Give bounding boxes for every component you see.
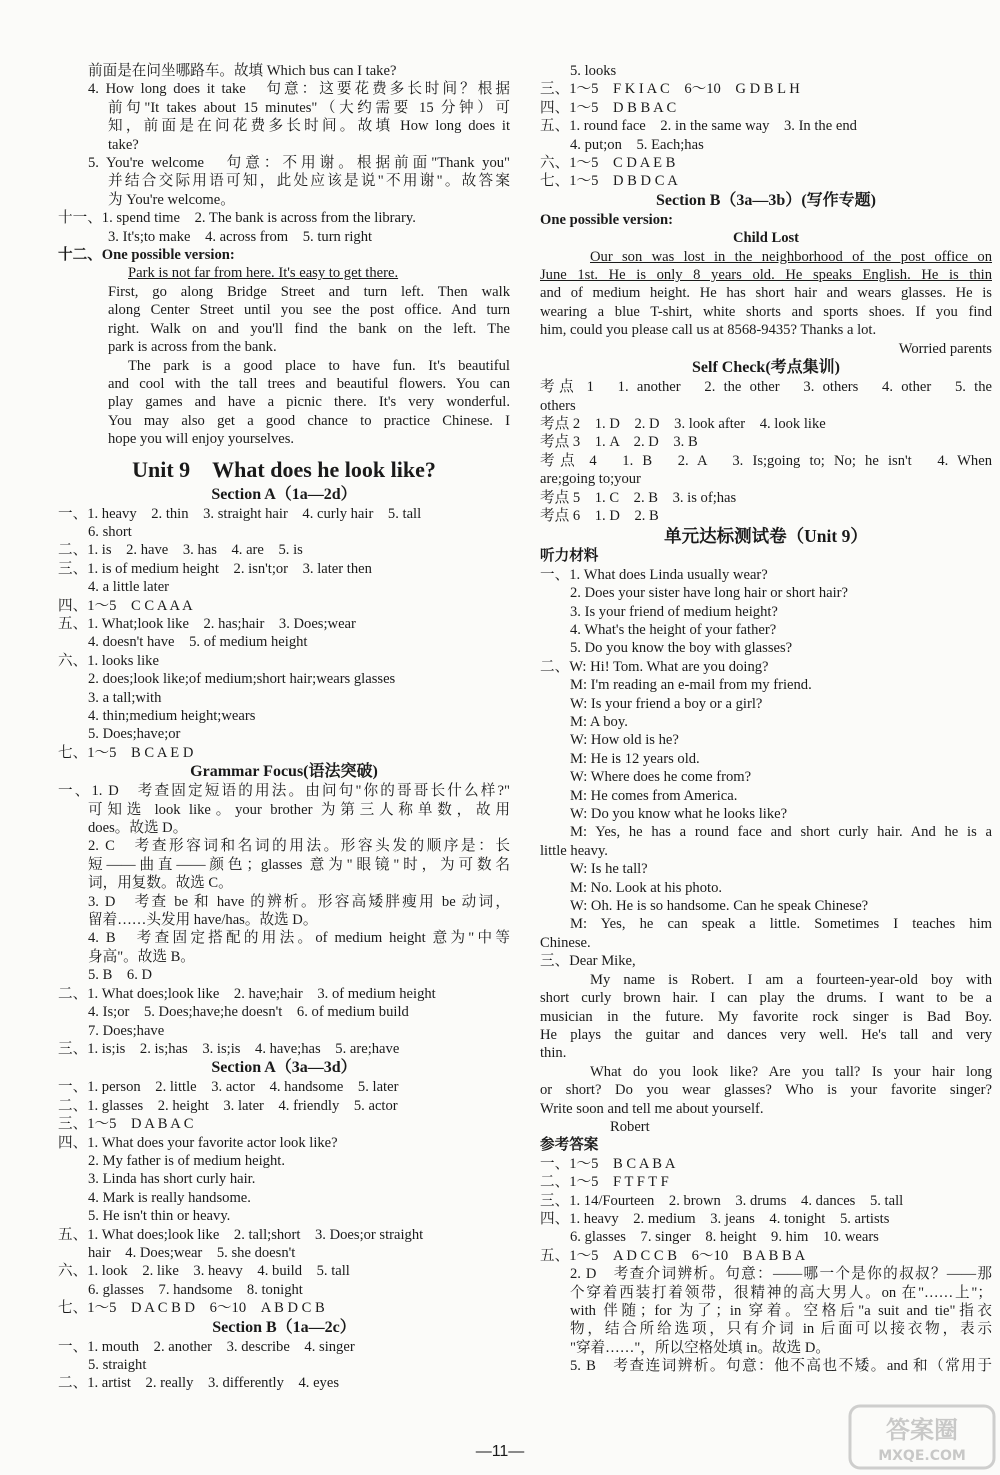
left-text-line: 七、1～5 D A C B D 6～10 A B D C B xyxy=(58,1300,325,1317)
right-text-line: 参考答案 xyxy=(540,1137,599,1154)
left-text-line: 3. a tall;with xyxy=(88,689,162,706)
left-text-line: 五、1. What;look like 2. has;hair 3. Does;wear xyxy=(58,615,356,632)
left-text-line: 3. Linda has short curly hair. xyxy=(88,1171,256,1188)
right-column xyxy=(540,62,992,1376)
left-text-line: hair 4. Does;wear 5. she doesn't xyxy=(88,1244,296,1261)
left-text-line: Section A（3a—3d） xyxy=(211,1059,357,1077)
right-text-line: or short? Do you wear glasses? Who is your favorite singer? xyxy=(540,1082,992,1099)
right-text-line: 2. Does your sister have long hair or short hair? xyxy=(570,585,849,602)
right-text-line: 5. looks xyxy=(570,63,617,79)
right-text-line: 单元达标测试卷（Unit 9） xyxy=(664,526,868,547)
right-text-line: M: No. Look at his photo. xyxy=(570,879,723,896)
right-text-line: Write soon and tell me about yourself. xyxy=(540,1100,764,1117)
left-text-line: 5. B 6. D xyxy=(88,967,153,984)
left-text-line: 5. He isn't thin or heavy. xyxy=(88,1208,231,1225)
left-text-line: 四、1～5 C C A A A xyxy=(58,597,193,614)
page-number: —11— xyxy=(475,1443,525,1460)
right-text-line: M: I'm reading an e-mail from my friend. xyxy=(570,677,812,694)
left-text-line: 三、1. is of medium height 2. isn't;or 3. later then xyxy=(58,560,372,577)
right-text-line: Robert xyxy=(610,1118,650,1135)
left-text-line: 4. Mark is really handsome. xyxy=(88,1189,251,1206)
left-text-line: 4. thin;medium height;wears xyxy=(88,708,256,724)
left-text-line: play games and have a picnic there. It's very wonderful. xyxy=(108,394,510,411)
right-text-line: 个穿着西装打着领带，很精神的高大男人。on 在"……上"； xyxy=(570,1284,992,1301)
right-text-line: My name is Robert. I am a fourteen-year-old boy with xyxy=(590,971,992,988)
left-text-line: 七、1～5 B C A E D xyxy=(58,744,194,761)
right-text-line: 三、1. 14/Fourteen 2. brown 3. drums 4. dances 5. tall xyxy=(540,1192,904,1209)
right-text-line: W: Do you know what he looks like? xyxy=(570,806,788,823)
right-text-line: 五、1～5 A D C C B 6～10 B A B B A xyxy=(540,1247,806,1264)
left-text-line: 三、1～5 D A B A C xyxy=(58,1116,194,1133)
right-text-line: 五、1. round face 2. in the same way 3. In the end xyxy=(540,118,857,135)
left-text-line: 2. My father is of medium height. xyxy=(88,1152,285,1169)
left-text-line: 6. short xyxy=(88,523,132,540)
left-text-line: 知，前面是在问花费多长时间。故填 How long does it xyxy=(108,118,510,135)
right-text-line: others xyxy=(540,397,576,414)
right-text-line: 听力材料 xyxy=(540,548,599,565)
left-text-line: 5. You're welcome 句意：不用谢。根据前面"Thank you" xyxy=(88,155,510,172)
right-text-line: 4. put;on 5. Each;has xyxy=(570,136,704,153)
left-text-line: 一、1. heavy 2. thin 3. straight hair 4. curly hair 5. tall xyxy=(58,505,422,522)
right-text-line: 4. What's the height of your father? xyxy=(570,621,777,638)
right-text-line: 七、1～5 D B D C A xyxy=(540,173,678,190)
left-text-line: 4. How long does it take 句意：这要花费多长时间？根据 xyxy=(88,81,510,98)
right-text-line: W: How old is he? xyxy=(570,732,679,749)
left-text-line: 3. It's;to make 4. across from 5. turn right xyxy=(108,228,373,245)
left-text-line: 一、1. mouth 2. another 3. describe 4. singer xyxy=(58,1338,355,1355)
left-text-line: 短——曲直——颜色；glasses 意为"眼镜"时，为可数名 xyxy=(88,856,510,873)
right-text-line: W: Is your friend a boy or a girl? xyxy=(570,695,763,712)
left-text-line: 十一、1. spend time 2. The bank is across from the library. xyxy=(58,210,416,227)
left-text-line: 2. does;look like;of medium;short hair;wears glasses xyxy=(88,671,396,688)
right-text-line: 考点 5 1. C 2. B 3. is of;has xyxy=(540,489,737,506)
left-column xyxy=(58,62,510,1393)
right-text-line: 3. Is your friend of medium height? xyxy=(570,603,778,620)
left-text-line: 二、1. glasses 2. height 3. later 4. friendly 5. actor xyxy=(58,1097,398,1114)
left-text-line: 3. D 考查 be 和 have 的辨析。形容高矮胖瘦用 be 动词， xyxy=(88,893,510,910)
left-text-line: 六、1. looks like xyxy=(58,652,159,669)
right-text-line: 四、1～5 D B B A C xyxy=(540,99,677,116)
left-text-line: park is across from the bank. xyxy=(108,339,277,356)
left-text-line: and cool with the tall trees and beautiful flowers. You can xyxy=(108,375,510,392)
right-text-line: and of medium height. He has short hair and wears glasses. He is xyxy=(540,285,992,302)
left-text-line: Park is not far from here. It's easy to get there. xyxy=(128,265,399,282)
left-text-line: 4. a little later xyxy=(88,579,170,596)
left-text-line: 一、1. D 考查固定短语的用法。由问句"你的哥哥长什么样?" xyxy=(58,783,510,800)
right-text-line: with 伴随；for 为了；in 穿着。空格后"a suit and tie"指衣 xyxy=(570,1303,992,1319)
left-text-line: 2. C 考查形容词和名词的用法。形容头发的顺序是：长 xyxy=(88,838,510,855)
right-text-line: little heavy. xyxy=(540,842,608,859)
right-text-line: 5. Do you know the boy with glasses? xyxy=(570,640,793,657)
left-text-line: 5. Does;have;or xyxy=(88,726,181,743)
left-text-line: 五、1. What does;look like 2. tall;short 3. Does;or straight xyxy=(58,1226,424,1243)
left-text-line: does。故选 D。 xyxy=(88,820,188,837)
right-text-line: M: A boy. xyxy=(570,714,628,730)
left-text-line: 四、1. What does your favorite actor look like? xyxy=(58,1134,338,1151)
right-text-line: 六、1～5 C D A E B xyxy=(540,155,676,172)
right-text-line: Section B（3a—3b）(写作专题) xyxy=(655,191,876,209)
right-text-line: 考点 3 1. A 2. D 3. B xyxy=(540,434,698,451)
left-text-line: 留着……头发用 have/has。故选 D。 xyxy=(88,912,318,929)
right-text-line: 考点 4 1. B 2. A 3. Is;going to; No; he isn't 4. When xyxy=(540,452,992,469)
right-text-line: W: Where does he come from? xyxy=(570,769,752,786)
left-text-line: Unit 9 What does he look like? xyxy=(132,456,436,482)
left-text-line: along Center Street until you see the post office. And turn xyxy=(108,302,510,319)
right-text-line: Child Lost xyxy=(732,230,800,247)
right-text-line: 物，结合所给选项，只有介词 in 后面可以接衣物，表示 xyxy=(570,1321,992,1338)
watermark-line1: 答案圈 xyxy=(886,1416,958,1444)
right-text-line: M: He comes from America. xyxy=(570,787,738,804)
right-text-line: M: He is 12 years old. xyxy=(570,750,700,767)
right-text-line: 2. D 考查介词辨析。句意：——哪一个是你的叔叔？——那 xyxy=(570,1266,992,1283)
left-text-line: 前句"It takes about 15 minutes"（大约需要 15 分钟）可 xyxy=(108,99,510,116)
right-text-line: short curly brown hair. I can play the drums. I want to be a xyxy=(540,990,992,1007)
left-text-line: 二、1. is 2. have 3. has 4. are 5. is xyxy=(58,542,303,559)
right-text-line: "穿着……"，所以空格处填 in。故选 D。 xyxy=(570,1339,831,1356)
right-text-line: M: Yes, he can speak a little. Sometimes I teaches him xyxy=(570,916,992,933)
right-text-line: wearing a blue T-shirt, white shorts and sports shoes. If you find xyxy=(540,303,992,320)
left-text-line: 4. Is;or 5. Does;have;he doesn't 6. of medium build xyxy=(88,1004,409,1021)
left-text-line: 二、1. artist 2. really 3. differently 4. eyes xyxy=(58,1375,340,1392)
right-text-line: are;going to;your xyxy=(540,471,641,488)
left-text-line: 三、1. is;is 2. is;has 3. is;is 4. have;has 5. are;have xyxy=(58,1040,400,1057)
right-text-line: Self Check(考点集训) xyxy=(692,359,840,377)
right-text-line: W: Oh. He is so handsome. Can he speak Chinese? xyxy=(570,898,869,915)
right-text-line: One possible version: xyxy=(540,211,673,228)
right-text-line: 考点 2 1. D 2. D 3. look after 4. look like xyxy=(540,415,826,432)
left-text-line: 7. Does;have xyxy=(88,1022,165,1039)
right-text-line: Our son was lost in the neighborhood of the post office on xyxy=(590,248,992,265)
right-text-line: 三、Dear Mike, xyxy=(540,953,636,970)
right-text-line: 5. B 考查连词辨析。句意：他不高也不矮。and 和（常用于 xyxy=(570,1358,992,1375)
left-text-line: 可知选 look like。your brother 为第三人称单数，故用 xyxy=(88,801,510,818)
left-text-line: 十二、One possible version: xyxy=(58,247,235,264)
right-text-line: 一、1～5 B C A B A xyxy=(540,1155,676,1172)
left-text-line: 一、1. person 2. little 3. actor 4. handsome 5. later xyxy=(58,1079,399,1096)
left-text-line: 词，用复数。故选 C。 xyxy=(88,875,233,892)
left-text-line: 为 You're welcome。 xyxy=(108,191,235,208)
right-text-line: thin. xyxy=(540,1045,567,1062)
left-text-line: 二、1. What does;look like 2. have;hair 3. of medium height xyxy=(58,985,436,1002)
right-text-line: M: Yes, he has a round face and short curly hair. And he is a xyxy=(570,824,992,841)
right-text-line: 一、1. What does Linda usually wear? xyxy=(540,566,768,583)
left-text-line: 身高"。故选 B。 xyxy=(88,948,195,965)
left-text-line: 5. straight xyxy=(88,1357,147,1373)
right-text-line: W: Is he tall? xyxy=(570,861,648,878)
left-text-line: First, go along Bridge Street and turn left. Then walk xyxy=(108,283,510,300)
left-text-line: Section B（1a—2c） xyxy=(212,1318,356,1336)
right-text-line: Chinese. xyxy=(540,934,591,951)
right-text-line: Worried parents xyxy=(898,340,992,357)
left-text-line: 六、1. look 2. like 3. heavy 4. build 5. tall xyxy=(58,1263,350,1280)
right-text-line: What do you look like? Are you tall? Is your hair long xyxy=(590,1063,992,1080)
left-text-line: Grammar Focus(语法突破) xyxy=(190,763,378,781)
left-text-line: 前面是在问坐哪路车。故填 Which bus can I take? xyxy=(88,63,397,79)
left-text-line: 并结合交际用语可知，此处应该是说"不用谢"。故答案 xyxy=(108,173,510,190)
right-text-line: 考点 6 1. D 2. B xyxy=(540,507,659,524)
right-text-line: him, could you please call us at 8568-9435? Thanks a lot. xyxy=(540,322,877,339)
right-text-line: 三、1～5 F K I A C 6～10 G D B L H xyxy=(540,81,800,98)
watermark-line2: MXQE.COM xyxy=(878,1448,966,1464)
watermark-logo xyxy=(848,1404,996,1470)
left-text-line: 6. glasses 7. handsome 8. tonight xyxy=(88,1281,303,1298)
right-text-line: 二、1～5 F T F T F xyxy=(540,1174,669,1191)
right-text-line: June 1st. He is only 8 years old. He speaks English. He is thin xyxy=(540,267,992,284)
left-text-line: The park is a good place to have fun. It's beautiful xyxy=(128,357,510,374)
right-text-line: musician in the future. My favorite rock singer is Bad Boy. xyxy=(540,1008,992,1025)
right-text-line: He plays the guitar and dances very well. He's tall and very xyxy=(540,1026,992,1043)
left-text-line: 4. doesn't have 5. of medium height xyxy=(88,634,308,651)
right-text-line: 四、1. heavy 2. medium 3. jeans 4. tonight 5. artists xyxy=(540,1210,890,1227)
left-text-line: Section A（1a—2d） xyxy=(211,485,357,503)
right-text-line: 考点 1 1. another 2. the other 3. others 4. other 5. the xyxy=(540,379,992,396)
left-text-line: You may also get a good chance to practice Chinese. I xyxy=(108,412,510,429)
left-text-line: right. Walk on and you'll find the bank on the left. The xyxy=(108,320,510,337)
right-text-line: 6. glasses 7. singer 8. height 9. him 10. wears xyxy=(570,1229,879,1246)
right-text-line: 二、W: Hi! Tom. What are you doing? xyxy=(540,658,769,675)
left-text-line: take? xyxy=(108,136,139,153)
left-text-line: hope you will enjoy yourselves. xyxy=(108,431,295,448)
left-text-line: 4. B 考查固定搭配的用法。of medium height 意为"中等 xyxy=(88,930,510,947)
